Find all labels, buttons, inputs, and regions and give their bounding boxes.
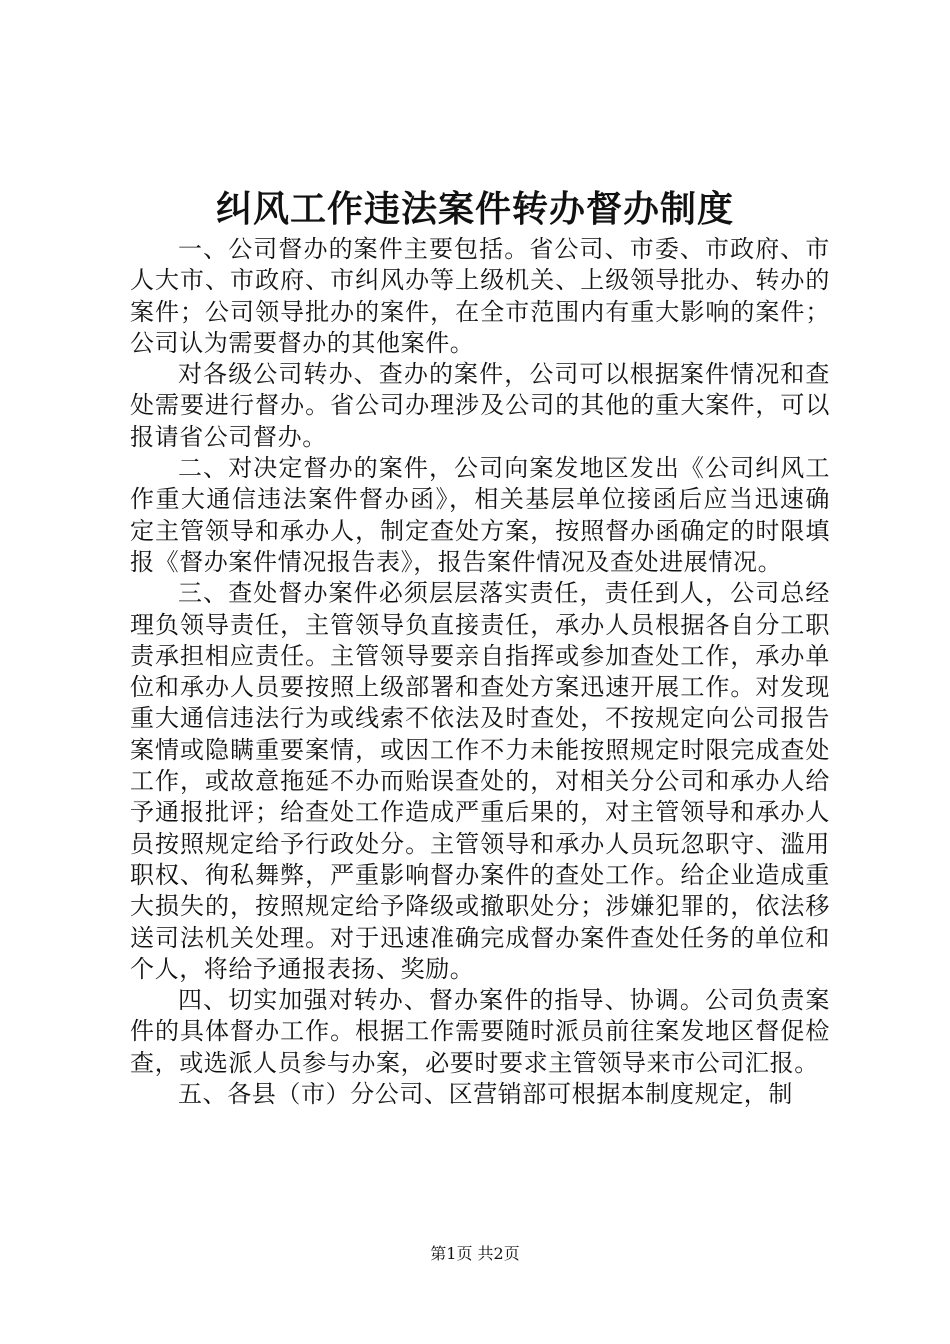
paragraph: 对各级公司转办、查办的案件，公司可以根据案件情况和查处需要进行督办。省公司办理涉及公司的其他的重大案件，可以报请省公司督办。 — [130, 360, 830, 451]
paragraph: 五、各县（市）分公司、区营销部可根据本制度规定，制 — [178, 1080, 793, 1109]
page-number-footer: 第1页 共2页 — [430, 1244, 520, 1263]
document-body — [130, 234, 830, 1110]
paragraph: 一、公司督办的案件主要包括。省公司、市委、市政府、市人大市、市政府、市纠风办等上级机关、上级领导批办、转办的案件；公司领导批办的案件，在全市范围内有重大影响的案件；公司认为需要督办的其他案件。 — [130, 235, 830, 357]
document-title: 纠风工作违法案件转办督办制度 — [215, 188, 734, 230]
paragraph: 四、切实加强对转办、督办案件的指导、协调。公司负责案件的具体督办工作。根据工作需要随时派员前往案发地区督促检查，或选派人员参与办案，必要时要求主管领导来市公司汇报。 — [130, 986, 830, 1077]
paragraph: 三、查处督办案件必须层层落实责任，责任到人，公司总经理负领导责任，主管领导负直接责任，承办人员根据各自分工职责承担相应责任。主管领导要亲自指挥或参加查处工作，承办单位和承办人员要按照上级部署和查处方案迅速开展工作。对发现重大通信违法行为或线索不依法及时查处，不按规定向公司报告案情或隐瞒重要案情，或因工作不力未能按照规定时限完成查处工作，或故意拖延不办而贻误查处的，对相关分公司和承办人给予通报批评；给查处工作造成严重后果的，对主管领导和承办人员按照规定给予行政处分。主管领导和承办人员玩忽职守、滥用职权、徇私舞弊，严重影响督办案件的查处工作。给企业造成重大损失的，按照规定给予降级或撤职处分；涉嫌犯罪的，依法移送司法机关处理。对于迅速准确完成督办案件查处任务的单位和个人，将给予通报表扬、奖励。 — [130, 579, 830, 983]
paragraph: 二、对决定督办的案件，公司向案发地区发出《公司纠风工作重大通信违法案件督办函》，相关基层单位接函后应当迅速确定主管领导和承办人，制定查处方案，按照督办函确定的时限填报《督办案件情况报告表》，报告案件情况及查处进展情况。 — [130, 454, 830, 576]
